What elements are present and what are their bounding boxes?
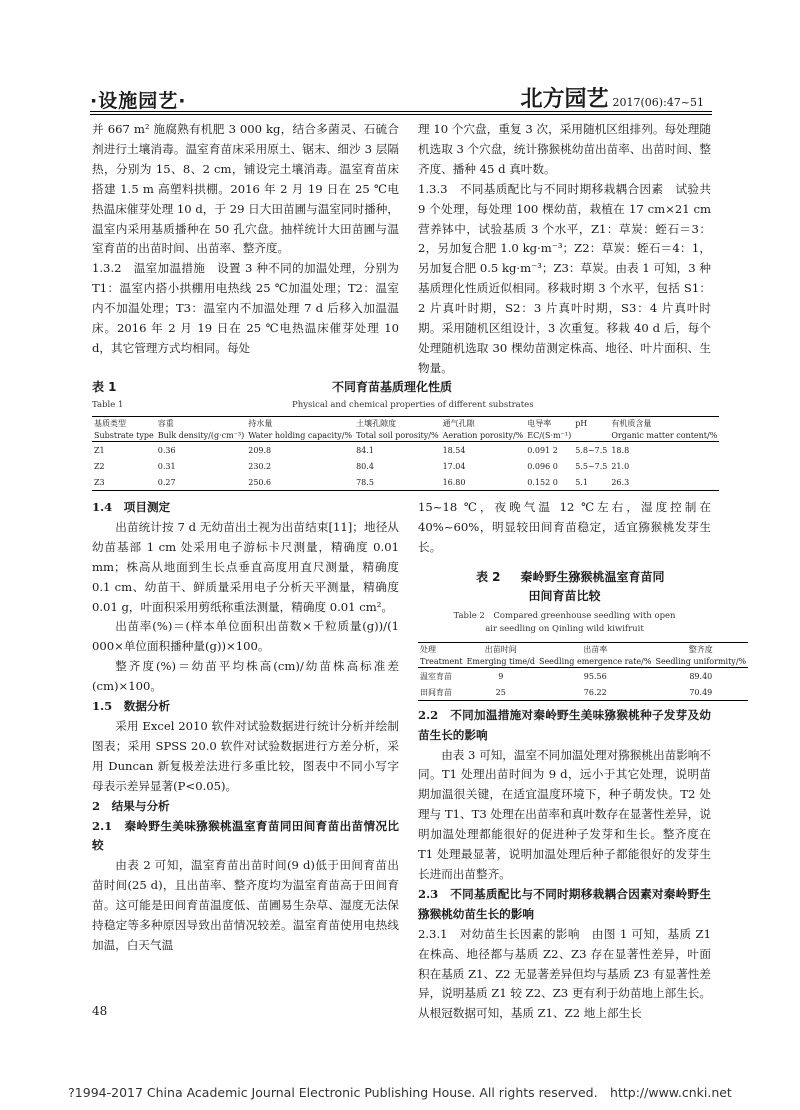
table-cell: 26.3 (609, 474, 719, 491)
paragraph: 理 10 个穴盘，重复 3 次，采用随机区组排列。每处理随机选取 3 个穴盘，统计猕猴桃幼苗出苗率、出苗时间、整齐度、播种 45 d 真叶数。 (418, 122, 711, 176)
table-cell: 21.0 (611, 461, 630, 471)
paragraph: 并 667 m² 施腐熟有机肥 3 000 kg，结合多菌灵、石硫合剂进行土壤消毒。温室育苗床采用原土、锯末、细沙 3 层隔热，分别为 15、8、2 cm，铺设完土壤消毒。温室育苗床搭建 1.5 m 高塑料拱棚。2016 年 2 月 19 日在 25 ℃电热温床催芽处理 10 d，于 29 日大田苗圃与温室同时播种，温室内采用基质播种在 50 孔穴盘。抽样统计大田苗圃与温室育苗的出苗时间、出苗率、整齐度。 (92, 122, 399, 256)
table1-caption (92, 378, 712, 395)
table-cell: 84.1 (356, 445, 374, 455)
table2-title-en-line2: air seedling on Qinling wild kiwifruit (485, 624, 644, 634)
paragraph: 由表 3 可知，温室不同加温处理对猕猴桃出苗影响不同。T1 处理出苗时间为 9 d，远小于其它处理，说明苗期加温很关键，在适宜温度环境下，种子萌发快。T2 处理与 T1、T3 处理在出苗率和真叶数存在显著性差异，说明加温处理都能很好的促进种子发芽和生长。整齐度在 T1 处理最显著，说明加温处理后种子都能很好的发芽生长进而出苗整齐。 (418, 747, 711, 881)
journal-issue: 2017(06):47~51 (612, 96, 704, 109)
column-header: 土壤孔隙度 (354, 417, 440, 431)
table1-title-en: Physical and chemical properties of different substrates (292, 400, 534, 410)
table2 (418, 642, 748, 701)
paragraph: 2.1 秦岭野生美味猕猴桃温室育苗同田间育苗出苗情况比较 (92, 818, 399, 853)
paragraph: 1.5 数据分析 (92, 699, 171, 714)
paragraph: 1.3.2 温室加温措施 设置 3 种不同的加温处理，分别为 T1：温室内搭小拱棚用电热线 25 ℃加温处理；T2：温室内不加温处理；T3：温室内不加温处理 7 d 后移入加温温床。2016 年 2 月 19 日在 25 ℃电热温床催芽处理 10 d，其它管理方式均相同。每处 (92, 261, 399, 355)
column-header: 出苗率 (537, 643, 654, 657)
table-header-row (92, 417, 719, 431)
header-rule-thin (90, 114, 712, 115)
column-header: 有机质含量 (609, 417, 719, 431)
table-cell: 17.04 (442, 461, 466, 471)
column-header: Seedling uniformity/% (655, 657, 747, 666)
table2-title-line2: 田间育苗比较 (528, 589, 601, 603)
column-header: Water holding capacity/% (248, 431, 353, 440)
paragraph: 2.3.1 对幼苗生长因素的影响 由图 1 可知，基质 Z1 在株高、地径都与基质 Z2、Z3 存在显著性差异，叶面积在基质 Z1、Z2 无显著差异但均与基质 Z3 有显著性差异，说明基质 Z1 较 Z2、Z3 更有利于幼苗地上部生长。从根冠数据可知，基质 Z1、Z2 地上部生长 (418, 926, 711, 1021)
table-row (418, 668, 748, 685)
column-header: 容重 (156, 417, 246, 431)
right-column-top (418, 120, 711, 379)
table1 (92, 416, 719, 491)
column-header: Total soil porosity/% (356, 431, 439, 440)
column-header (573, 430, 609, 442)
table-cell: 70.49 (653, 684, 748, 701)
table-cell: 18.54 (442, 445, 466, 455)
column-header: 出苗时间 (465, 643, 537, 657)
column-header: 电导率 (525, 417, 573, 431)
paragraph: 2.3 不同基质配比与不同时期移栽耦合因素对秦岭野生猕猴桃幼苗生长的影响 (418, 886, 711, 921)
table-cell: 0.091 2 (527, 445, 558, 455)
column-name: ·设施园艺· (90, 90, 187, 112)
table-cell: Z1 (94, 445, 105, 455)
header-rule (90, 111, 712, 112)
column-header: 处理 (418, 643, 465, 657)
table-cell: 0.31 (157, 461, 176, 471)
paragraph: 出苗率(%)＝(样本单位面积出苗数×千粒质量(g))/(1 000×单位面积播种量(g))×100。 (92, 619, 399, 654)
table-cell: 5.1 (573, 474, 609, 491)
table-cell: 温室育苗 (420, 671, 452, 681)
column-header: Substrate type (94, 431, 154, 440)
table1-title: 不同育苗基质理化性质 (332, 380, 453, 394)
table1-caption-en (92, 400, 712, 410)
column-header: 通气孔隙 (441, 417, 526, 431)
column-header: Organic matter content/% (611, 431, 718, 440)
table-cell: 0.152 0 (525, 474, 573, 491)
table-cell: 5.8~7.5 (575, 445, 608, 455)
table2-caption (418, 568, 711, 606)
table-cell: 80.4 (356, 461, 374, 471)
table-cell: 230.2 (248, 461, 272, 471)
paragraph: 由表 2 可知，温室育苗出苗时间(9 d)低于田间育苗出苗时间(25 d)，且出苗率、整齐度均为温室育苗高于田间育苗。这可能是田间育苗温度低、苗圃易生杂草、湿度无法保持稳定等多种原因导致出苗情况较差。温室育苗使用电热线加温，白天气温 (92, 858, 399, 952)
column-header: Aeration porosity/% (442, 431, 524, 440)
paragraph: 采用 Excel 2010 软件对试验数据进行统计分析并绘制图表；采用 SPSS 20.0 软件对试验数据进行方差分析，采用 Duncan 新复极差法进行多重比较，图表中不同小写字母表示差异显著(P<0.05)。 (92, 718, 399, 793)
table-cell: 76.22 (537, 684, 654, 701)
table-cell: 18.8 (611, 445, 630, 455)
table1-label-en: Table 1 (92, 400, 124, 410)
table-cell: 9 (498, 671, 504, 681)
table-row (92, 442, 719, 459)
journal-name: 北方园艺 (520, 87, 609, 112)
column-header: Bulk density/(g·cm⁻³) (157, 431, 245, 440)
table-cell: 78.5 (354, 474, 440, 491)
table-header-row (418, 656, 748, 668)
table2-caption-en (418, 610, 711, 636)
paragraph: 整齐度(%)＝幼苗平均株高(cm)/幼苗株高标准差(cm)×100。 (92, 659, 399, 694)
column-header: 整齐度 (653, 643, 748, 657)
right-bottom-before (418, 498, 711, 558)
table-cell: 250.6 (246, 474, 354, 491)
column-header: 持水量 (246, 417, 354, 431)
column-header: Seedling emergence rate/% (538, 657, 652, 666)
column-header: Emerging time/d (466, 657, 535, 666)
table-cell: 田间育苗 (418, 684, 465, 701)
paragraph: 出苗统计按 7 d 无幼苗出土视为出苗结束[11]；地径从幼苗基部 1 cm 处采用电子游标卡尺测量，精确度 0.01 mm；株高从地面到生长点垂直高度用直尺测量，精确度 0.1 cm、幼苗干、鲜质量采用电子分析天平测量，精确度 0.01 g，叶面积采用剪纸称重法测量，精确度 0.01 cm²。 (92, 519, 399, 614)
table-header-row (92, 430, 719, 442)
table-cell: 89.40 (689, 671, 713, 681)
table2-label: 表 2 (476, 570, 501, 584)
table-cell: 0.096 0 (527, 461, 558, 471)
table-cell: 209.8 (248, 445, 272, 455)
paragraph: 1.3.3 不同基质配比与不同时期移栽耦合因素 试验共 9 个处理，每处理 100 棵幼苗，栽植在 17 cm×21 cm 营养钵中，试验基质 3 个水平，Z1：草炭：蛭石＝3：2，另加复合肥 1.0 kg·m⁻³；Z2：草炭：蛭石＝4：1，另加复合肥 0.5 kg·m⁻³；Z3：草炭。由表 1 可知，3 种基质理化性质近似相同。移栽时期 3 个水平，包括 S1：2 片真叶时期，S2：3 片真叶时期，S3：4 片真叶时期。采用随机区组设计，3 次重复。移栽 40 d 后，每个处理随机选取 30 棵幼苗测定株高、地径、叶片面积、生物量。 (418, 181, 711, 375)
right-bottom-after (418, 706, 711, 1025)
table-cell: Z3 (92, 474, 156, 491)
paragraph: 2.2 不同加温措施对秦岭野生美味猕猴桃种子发芽及幼苗生长的影响 (418, 707, 711, 742)
column-header: 基质类型 (92, 417, 156, 431)
left-column-top (92, 120, 399, 359)
paragraph: 1.4 项目测定 (92, 500, 171, 514)
journal-header (520, 82, 704, 113)
table-cell: 95.56 (583, 671, 607, 681)
left-column-bottom (92, 498, 399, 956)
column-header: pH (573, 417, 609, 431)
table2-title-en: Table 2 Compared greenhouse seedling with open (453, 611, 676, 621)
page-number: 48 (92, 1004, 108, 1018)
paragraph: 15~18 ℃，夜晚气温 12 ℃左右，湿度控制在 40%~60%，明显较田间育苗稳定，适宜猕猴桃发芽生长。 (418, 500, 711, 554)
column-header: Treatment (420, 657, 463, 666)
table-row (418, 684, 748, 701)
table-cell: 16.80 (441, 474, 526, 491)
table-header-row (418, 643, 748, 657)
column-header: EC/(S·m⁻¹) (527, 431, 572, 440)
table-cell: 5.5~7.5 (575, 461, 608, 471)
table1-label: 表 1 (92, 380, 117, 394)
paragraph: 2 结果与分析 (92, 798, 170, 813)
table2-title: 秦岭野生猕猴桃温室育苗同 (520, 570, 665, 584)
table-cell: 0.36 (157, 445, 176, 455)
table-cell: Z2 (94, 461, 105, 471)
copyright-footer: ?1994-2017 China Academic Journal Electronic Publishing House. All rights reserved. http://www.cnki.net (68, 1085, 732, 1100)
table-cell: 0.27 (156, 474, 246, 491)
table-cell: 25 (465, 684, 537, 701)
table-row (92, 474, 719, 491)
table-row (92, 458, 719, 474)
